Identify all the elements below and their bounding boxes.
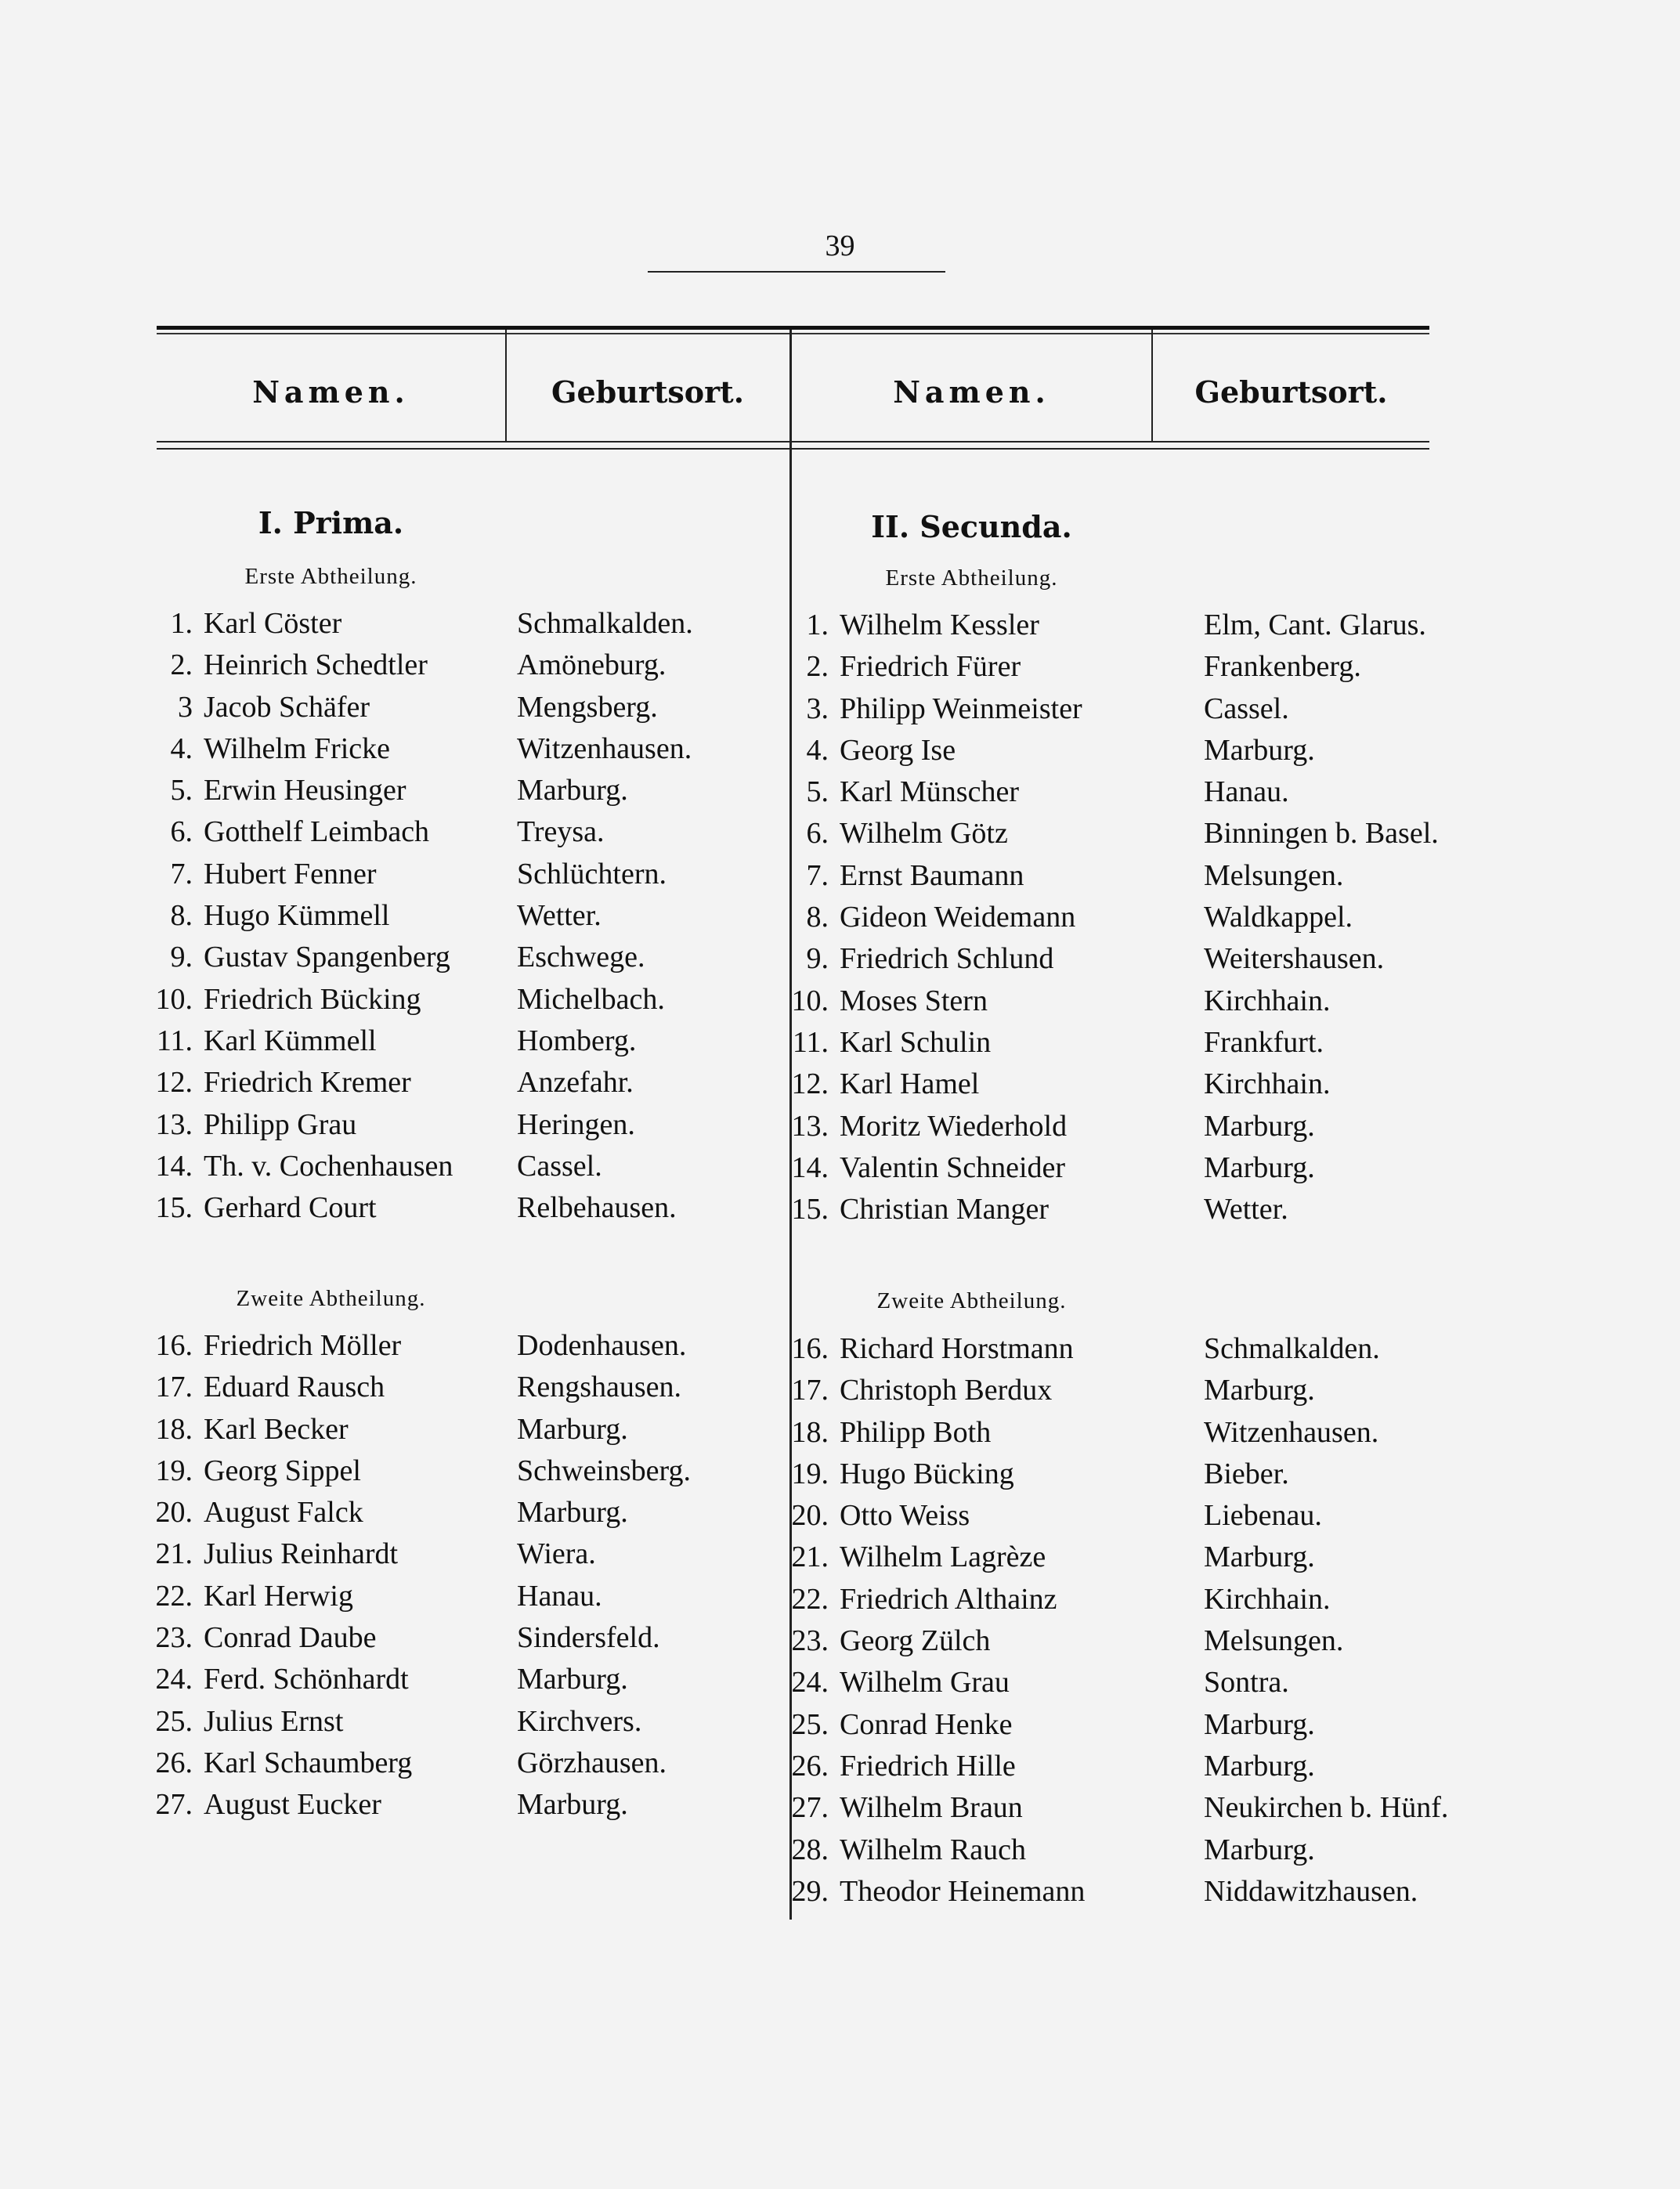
list-row xyxy=(777,646,1486,688)
student-name: Karl Schaumberg xyxy=(204,1746,413,1779)
student-name: Karl Schulin xyxy=(840,1025,992,1059)
birthplace: Wiera. xyxy=(517,1537,596,1571)
row-number: 9. xyxy=(806,942,829,976)
row-number: 27. xyxy=(155,1788,193,1822)
list-row xyxy=(141,1020,799,1062)
row-number: 20. xyxy=(791,1499,829,1533)
row-number: 20. xyxy=(155,1496,193,1530)
birthplace: Frankenberg. xyxy=(1204,650,1361,684)
student-name: Jacob Schäfer xyxy=(204,690,370,724)
student-name: Philipp Both xyxy=(840,1415,992,1449)
birthplace: Marburg. xyxy=(517,774,628,807)
row-number: 4. xyxy=(170,731,193,765)
list-row xyxy=(777,855,1486,897)
list-row xyxy=(141,1450,799,1492)
list-row xyxy=(141,645,799,686)
row-number: 26. xyxy=(155,1746,193,1779)
list-row xyxy=(777,1662,1486,1703)
birthplace: Kirchhain. xyxy=(1204,984,1331,1017)
row-number: 24. xyxy=(155,1663,193,1696)
birthplace: Weitershausen. xyxy=(1204,942,1385,976)
row-number: 15. xyxy=(155,1191,193,1225)
birthplace: Marburg. xyxy=(517,1496,628,1530)
list-row xyxy=(141,854,799,895)
row-number: 17. xyxy=(155,1371,193,1404)
header-bottom-rule xyxy=(157,441,1429,442)
row-number: 12. xyxy=(791,1067,829,1101)
student-name: Hugo Bücking xyxy=(840,1457,1014,1490)
student-name: Georg Sippel xyxy=(204,1454,361,1487)
row-number: 22. xyxy=(155,1579,193,1613)
birthplace: Marburg. xyxy=(1204,1833,1315,1866)
section-title-secunda: II. Secunda. xyxy=(871,509,1072,544)
student-name: Julius Ernst xyxy=(204,1704,344,1738)
row-number: 11. xyxy=(792,1025,829,1059)
student-name: Gotthelf Leimbach xyxy=(204,815,430,849)
birthplace: Waldkappel. xyxy=(1204,901,1353,934)
student-name: Valentin Schneider xyxy=(840,1150,1066,1184)
row-number: 21. xyxy=(791,1541,829,1574)
student-name: Karl Hamel xyxy=(840,1067,980,1101)
birthplace: Kirchhain. xyxy=(1204,1067,1331,1101)
birthplace: Relbehausen. xyxy=(517,1191,677,1225)
student-name: Moritz Wiederhold xyxy=(840,1109,1068,1143)
row-number: 6. xyxy=(806,817,829,851)
prima-division-1-title: Erste Abtheilung. xyxy=(244,564,417,589)
secunda-division-2-list xyxy=(777,1328,1486,1913)
list-row xyxy=(777,688,1486,730)
list-row xyxy=(141,687,799,728)
birthplace: Sontra. xyxy=(1204,1666,1289,1700)
list-row xyxy=(141,1576,799,1617)
list-row xyxy=(777,1022,1486,1064)
row-number: 16. xyxy=(791,1332,829,1365)
student-name: Conrad Daube xyxy=(204,1621,377,1655)
row-number: 13. xyxy=(791,1109,829,1143)
list-row xyxy=(777,1495,1486,1537)
prima-division-1-list xyxy=(141,603,799,1229)
student-name: Karl Becker xyxy=(204,1412,349,1446)
list-row xyxy=(777,1537,1486,1578)
birthplace: Treysa. xyxy=(517,815,605,849)
student-name: Friedrich Kremer xyxy=(204,1066,411,1100)
student-name: Ernst Baumann xyxy=(840,858,1024,892)
header-name-left: Namen. xyxy=(252,374,410,410)
list-row xyxy=(777,771,1486,813)
student-name: Karl Herwig xyxy=(204,1579,353,1613)
birthplace: Schlüchtern. xyxy=(517,857,667,890)
student-name: Christoph Berdux xyxy=(840,1374,1053,1407)
student-name: Gideon Weidemann xyxy=(840,901,1076,934)
birthplace: Marburg. xyxy=(517,1412,628,1446)
birthplace: Sindersfeld. xyxy=(517,1621,660,1655)
birthplace: Melsungen. xyxy=(1204,858,1344,892)
student-name: Otto Weiss xyxy=(840,1499,970,1533)
row-number: 15. xyxy=(791,1193,829,1226)
student-name: Georg Zülch xyxy=(840,1624,991,1658)
row-number: 5. xyxy=(170,774,193,807)
list-row xyxy=(777,938,1486,980)
student-name: Georg Ise xyxy=(840,733,956,767)
list-row xyxy=(777,813,1486,854)
row-number: 12. xyxy=(155,1066,193,1100)
list-row xyxy=(777,1454,1486,1495)
birthplace: Hanau. xyxy=(1204,775,1289,809)
list-row xyxy=(141,1617,799,1659)
birthplace: Eschwege. xyxy=(517,941,645,974)
prima-division-2-list xyxy=(141,1325,799,1826)
list-row xyxy=(141,1146,799,1187)
list-row xyxy=(777,1704,1486,1746)
student-name: Friedrich Althainz xyxy=(840,1582,1057,1616)
birthplace: Frankfurt. xyxy=(1204,1025,1324,1059)
list-row xyxy=(141,1784,799,1826)
student-name: Friedrich Schlund xyxy=(840,942,1054,976)
student-name: Philipp Weinmeister xyxy=(840,692,1082,725)
page-number: 39 xyxy=(825,229,855,262)
list-row xyxy=(777,1412,1486,1454)
list-row xyxy=(777,1328,1486,1370)
row-number: 19. xyxy=(791,1457,829,1490)
row-number: 9. xyxy=(170,941,193,974)
student-name: Karl Cöster xyxy=(204,607,342,640)
birthplace: Kirchhain. xyxy=(1204,1582,1331,1616)
row-number: 21. xyxy=(155,1537,193,1571)
birthplace: Mengsberg. xyxy=(517,690,658,724)
list-row xyxy=(141,770,799,811)
row-number: 10. xyxy=(791,984,829,1017)
birthplace: Witzenhausen. xyxy=(517,731,692,765)
birthplace: Michelbach. xyxy=(517,982,665,1016)
list-row xyxy=(141,1062,799,1104)
list-row xyxy=(777,1579,1486,1620)
list-row xyxy=(141,1325,799,1367)
birthplace: Niddawitzhausen. xyxy=(1204,1874,1418,1908)
row-number: 25. xyxy=(155,1704,193,1738)
birthplace: Cassel. xyxy=(517,1149,602,1183)
row-number: 8. xyxy=(806,901,829,934)
birthplace: Rengshausen. xyxy=(517,1371,682,1404)
list-row xyxy=(141,1701,799,1743)
table-top-rule xyxy=(157,326,1429,330)
list-row xyxy=(141,979,799,1020)
birthplace: Marburg. xyxy=(1204,1374,1315,1407)
list-row xyxy=(141,603,799,645)
row-number: 29. xyxy=(791,1874,829,1908)
birthplace: Marburg. xyxy=(1204,1541,1315,1574)
row-number: 18. xyxy=(155,1412,193,1446)
row-number: 4. xyxy=(806,733,829,767)
row-number: 1. xyxy=(170,607,193,640)
row-number: 23. xyxy=(791,1624,829,1658)
row-number: 14. xyxy=(155,1149,193,1183)
student-name: Karl Münscher xyxy=(840,775,1019,809)
student-name: Christian Manger xyxy=(840,1193,1050,1226)
row-number: 26. xyxy=(791,1749,829,1783)
row-number: 22. xyxy=(791,1582,829,1616)
row-number: 19. xyxy=(155,1454,193,1487)
student-name: Wilhelm Fricke xyxy=(204,731,391,765)
student-name: Richard Horstmann xyxy=(840,1332,1074,1365)
list-row xyxy=(777,1064,1486,1105)
list-row xyxy=(141,937,799,978)
birthplace: Marburg. xyxy=(1204,733,1315,767)
student-name: Erwin Heusinger xyxy=(204,774,406,807)
row-number: 18. xyxy=(791,1415,829,1449)
list-row xyxy=(141,1533,799,1575)
list-row xyxy=(141,1367,799,1408)
secunda-division-2-title: Zweite Abtheilung. xyxy=(876,1288,1067,1313)
birthplace: Kirchvers. xyxy=(517,1704,642,1738)
row-number: 23. xyxy=(155,1621,193,1655)
birthplace: Marburg. xyxy=(1204,1707,1315,1741)
student-name: Julius Reinhardt xyxy=(204,1537,399,1571)
student-name: Moses Stern xyxy=(840,984,988,1017)
list-row xyxy=(777,730,1486,771)
student-name: Eduard Rausch xyxy=(204,1371,385,1404)
student-name: Wilhelm Braun xyxy=(840,1791,1023,1825)
section-title-prima: I. Prima. xyxy=(258,505,404,540)
row-number: 13. xyxy=(155,1107,193,1141)
birthplace: Melsungen. xyxy=(1204,1624,1344,1658)
row-number: 8. xyxy=(170,899,193,933)
list-row xyxy=(141,1409,799,1450)
row-number: 2. xyxy=(170,648,193,682)
row-number: 16. xyxy=(155,1329,193,1362)
birthplace: Cassel. xyxy=(1204,692,1289,725)
student-name: Heinrich Schedtler xyxy=(204,648,428,682)
row-number: 5. xyxy=(806,775,829,809)
list-row xyxy=(141,1659,799,1700)
list-row xyxy=(777,1620,1486,1662)
header-name-right: Namen. xyxy=(893,374,1050,410)
row-number: 14. xyxy=(791,1150,829,1184)
birthplace: Schmalkalden. xyxy=(1204,1332,1380,1365)
list-row xyxy=(141,1104,799,1146)
row-number: 24. xyxy=(791,1666,829,1700)
list-row xyxy=(141,811,799,853)
birthplace: Amöneburg. xyxy=(517,648,667,682)
birthplace: Bieber. xyxy=(1204,1457,1289,1490)
list-row xyxy=(141,895,799,937)
row-number: 1. xyxy=(806,609,829,641)
list-row xyxy=(777,1370,1486,1411)
student-name: Th. v. Cochenhausen xyxy=(204,1149,453,1183)
student-name: Ferd. Schönhardt xyxy=(204,1663,409,1696)
student-name: Friedrich Hille xyxy=(840,1749,1016,1783)
student-name: Gerhard Court xyxy=(204,1191,377,1225)
student-name: Hugo Kümmell xyxy=(204,899,390,933)
row-number: 3 xyxy=(178,690,193,724)
student-name: Wilhelm Grau xyxy=(840,1666,1010,1700)
birthplace: Wetter. xyxy=(1204,1193,1288,1226)
row-number: 2. xyxy=(806,650,829,684)
birthplace: Hanau. xyxy=(517,1579,602,1613)
student-name: Karl Kümmell xyxy=(204,1024,377,1057)
row-number: 28. xyxy=(791,1833,829,1866)
birthplace: Görzhausen. xyxy=(517,1746,667,1779)
row-number: 17. xyxy=(791,1374,829,1407)
student-name: Friedrich Bücking xyxy=(204,982,421,1016)
list-row xyxy=(141,728,799,770)
birthplace: Schweinsberg. xyxy=(517,1454,691,1487)
list-row xyxy=(777,605,1486,646)
page-number-rule xyxy=(648,271,945,273)
birthplace: Dodenhausen. xyxy=(517,1329,687,1362)
student-name: Wilhelm Rauch xyxy=(840,1833,1027,1866)
header-bottom-rule-2 xyxy=(157,448,1429,450)
student-name: Hubert Fenner xyxy=(204,857,377,890)
student-name: Friedrich Möller xyxy=(204,1329,402,1362)
birthplace: Marburg. xyxy=(1204,1749,1315,1783)
row-number: 10. xyxy=(155,982,193,1016)
list-row xyxy=(777,1830,1486,1871)
row-number: 3. xyxy=(806,692,829,725)
secunda-division-1-title: Erste Abtheilung. xyxy=(885,565,1058,591)
table-top-rule-thin xyxy=(157,333,1429,334)
student-name: Wilhelm Lagrèze xyxy=(840,1541,1046,1574)
list-row xyxy=(777,1189,1486,1230)
birthplace: Marburg. xyxy=(517,1663,628,1696)
birthplace: Schmalkalden. xyxy=(517,607,693,640)
birthplace: Anzefahr. xyxy=(517,1066,634,1100)
student-name: Friedrich Fürer xyxy=(840,650,1021,684)
student-name: August Falck xyxy=(204,1496,363,1530)
student-name: Wilhelm Kessler xyxy=(840,609,1039,641)
list-row xyxy=(141,1743,799,1784)
row-number: 11. xyxy=(156,1024,193,1057)
secunda-division-1-list xyxy=(777,605,1486,1230)
birthplace: Marburg. xyxy=(1204,1150,1315,1184)
list-row xyxy=(777,897,1486,938)
prima-division-2-title: Zweite Abtheilung. xyxy=(236,1286,426,1311)
list-row xyxy=(141,1492,799,1533)
student-name: Theodor Heinemann xyxy=(840,1874,1086,1908)
list-row xyxy=(777,1871,1486,1913)
birthplace: Elm, Cant. Glarus. xyxy=(1204,609,1426,641)
birthplace: Marburg. xyxy=(517,1788,628,1822)
student-name: August Eucker xyxy=(204,1788,381,1822)
row-number: 27. xyxy=(791,1791,829,1825)
birthplace: Binningen b. Basel. xyxy=(1204,817,1439,851)
birthplace: Heringen. xyxy=(517,1107,635,1141)
list-row xyxy=(777,981,1486,1022)
birthplace: Witzenhausen. xyxy=(1204,1415,1379,1449)
header-birthplace-left: Geburtsort. xyxy=(551,374,744,410)
birthplace: Wetter. xyxy=(517,899,602,933)
student-name: Gustav Spangenberg xyxy=(204,941,450,974)
row-number: 7. xyxy=(806,858,829,892)
birthplace: Marburg. xyxy=(1204,1109,1315,1143)
birthplace: Neukirchen b. Hünf. xyxy=(1204,1791,1449,1825)
row-number: 6. xyxy=(170,815,193,849)
header-birthplace-right: Geburtsort. xyxy=(1194,374,1388,410)
list-row xyxy=(777,1106,1486,1147)
student-name: Conrad Henke xyxy=(840,1707,1013,1741)
list-row xyxy=(777,1147,1486,1189)
list-row xyxy=(777,1746,1486,1787)
list-row xyxy=(777,1787,1486,1829)
student-name: Philipp Grau xyxy=(204,1107,357,1141)
birthplace: Homberg. xyxy=(517,1024,637,1057)
row-number: 25. xyxy=(791,1707,829,1741)
birthplace: Liebenau. xyxy=(1204,1499,1322,1533)
list-row xyxy=(141,1187,799,1229)
student-name: Wilhelm Götz xyxy=(840,817,1008,851)
row-number: 7. xyxy=(170,857,193,890)
